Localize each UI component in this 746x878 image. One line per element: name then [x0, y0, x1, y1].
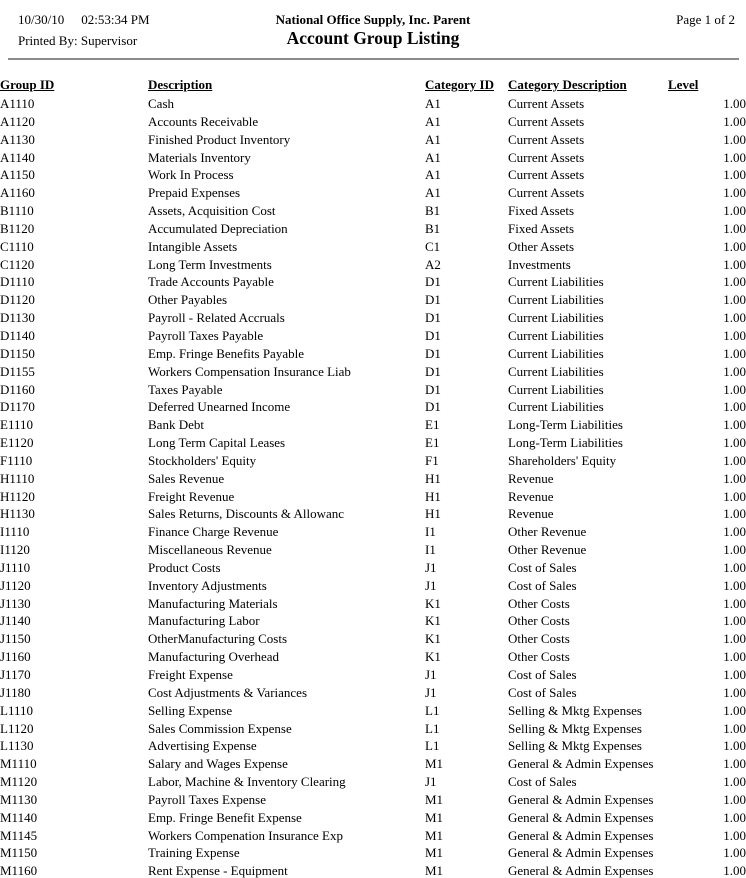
cell-group-id: J1110: [0, 559, 31, 575]
table-row: [0, 862, 746, 878]
printed-by-label: Printed By: Supervisor: [18, 33, 138, 48]
table-body: [0, 95, 746, 878]
cell-category-description: Current Liabilities: [508, 310, 604, 326]
cell-group-id: B1110: [0, 203, 34, 219]
cell-level: 1.00: [723, 809, 746, 825]
table-row: [0, 648, 746, 666]
cell-category-description: Long-Term Liabilities: [508, 435, 623, 451]
table-row: [0, 184, 746, 202]
cell-category-id: E1: [425, 435, 440, 451]
table-row: [0, 666, 746, 684]
cell-category-description: Current Assets: [508, 185, 585, 201]
cell-category-id: J1: [425, 774, 437, 790]
table-row: [0, 452, 746, 470]
cell-description: OtherManufacturing Costs: [148, 631, 288, 647]
cell-group-id: F1110: [0, 452, 33, 468]
cell-description: Accounts Receivable: [148, 113, 259, 129]
print-date: 10/30/10: [18, 12, 65, 27]
cell-description: Sales Revenue: [148, 470, 225, 486]
cell-level: 1.00: [723, 149, 746, 165]
cell-description: Cost Adjustments & Variances: [148, 684, 308, 700]
cell-category-description: Revenue: [508, 488, 554, 504]
cell-level: 1.00: [723, 96, 746, 111]
cell-category-description: Other Costs: [508, 595, 570, 611]
cell-group-id: J1130: [0, 595, 31, 611]
cell-description: Freight Revenue: [148, 488, 235, 504]
cell-category-description: Fixed Assets: [508, 220, 575, 236]
table-row: [0, 684, 746, 702]
cell-category-id: K1: [425, 595, 441, 611]
cell-category-id: D1: [425, 327, 441, 343]
cell-group-id: D1130: [0, 310, 35, 326]
table-row: [0, 238, 746, 256]
cell-group-id: D1140: [0, 327, 35, 343]
cell-group-id: J1170: [0, 667, 31, 682]
cell-group-id: B1120: [0, 220, 35, 236]
table-row: [0, 755, 746, 773]
cell-level: 1.00: [723, 667, 746, 682]
cell-category-id: M1: [425, 756, 444, 772]
cell-description: Long Term Capital Leases: [148, 435, 286, 451]
cell-description: Product Costs: [148, 559, 221, 575]
cell-level: 1.00: [723, 185, 746, 201]
cell-category-description: Current Liabilities: [508, 399, 604, 415]
cell-group-id: M1145: [0, 827, 38, 843]
cell-category-description: Selling & Mktg Expenses: [508, 720, 642, 736]
cell-category-description: General & Admin Expenses: [508, 791, 654, 807]
cell-level: 1.00: [723, 381, 746, 397]
table-row: [0, 309, 746, 327]
table-row: [0, 220, 746, 238]
table-row: [0, 291, 746, 309]
cell-category-id: A2: [425, 256, 441, 272]
cell-category-description: Current Liabilities: [508, 363, 604, 379]
cell-level: 1.00: [723, 827, 746, 843]
cell-group-id: L1130: [0, 738, 34, 754]
cell-category-id: M1: [425, 791, 444, 807]
cell-group-id: E1110: [0, 417, 33, 433]
cell-level: 1.00: [723, 113, 746, 129]
cell-category-id: M1: [425, 845, 444, 861]
cell-description: Workers Compensation Insurance Liab: [148, 363, 351, 379]
cell-description: Payroll Taxes Payable: [148, 327, 264, 343]
table-row: [0, 434, 746, 452]
cell-group-id: J1150: [0, 631, 31, 647]
cell-category-description: Current Liabilities: [508, 345, 604, 361]
header-divider: [8, 58, 739, 60]
cell-group-id: D1160: [0, 381, 35, 397]
cell-description: Taxes Payable: [148, 381, 223, 397]
cell-category-description: Selling & Mktg Expenses: [508, 738, 642, 754]
table-row: [0, 702, 746, 720]
table-row: [0, 113, 746, 131]
cell-description: Manufacturing Labor: [148, 613, 260, 629]
cell-level: 1.00: [723, 345, 746, 361]
cell-category-id: D1: [425, 345, 441, 361]
cell-group-id: I1110: [0, 524, 30, 540]
column-header-group-id: Group ID: [0, 77, 55, 92]
cell-level: 1.00: [723, 577, 746, 593]
cell-group-id: J1180: [0, 684, 31, 700]
cell-category-id: D1: [425, 381, 441, 397]
cell-category-description: Shareholders' Equity: [508, 452, 617, 468]
cell-category-id: L1: [425, 738, 440, 754]
print-time: 02:53:34 PM: [81, 12, 150, 27]
cell-category-description: Current Liabilities: [508, 381, 604, 397]
cell-description: Accumulated Depreciation: [148, 220, 288, 236]
table-row: [0, 256, 746, 274]
cell-description: Finished Product Inventory: [148, 131, 291, 147]
cell-category-id: B1: [425, 203, 441, 219]
cell-description: Sales Commission Expense: [148, 720, 292, 736]
cell-description: Inventory Adjustments: [148, 577, 267, 593]
cell-category-id: K1: [425, 613, 441, 629]
column-header-category-description: Category Description: [508, 77, 627, 92]
cell-category-id: J1: [425, 667, 437, 682]
table-row: [0, 737, 746, 755]
cell-category-id: C1: [425, 238, 441, 254]
cell-category-description: Other Revenue: [508, 524, 587, 540]
cell-category-description: General & Admin Expenses: [508, 863, 654, 878]
cell-category-id: L1: [425, 702, 440, 718]
cell-category-description: Current Liabilities: [508, 274, 604, 290]
cell-group-id: A1160: [0, 185, 35, 201]
cell-category-description: Other Revenue: [508, 542, 587, 558]
table-row: [0, 791, 746, 809]
table-row: [0, 844, 746, 862]
cell-level: 1.00: [723, 684, 746, 700]
cell-level: 1.00: [723, 613, 746, 629]
cell-group-id: L1120: [0, 720, 34, 736]
cell-group-id: A1150: [0, 167, 35, 183]
cell-group-id: M1160: [0, 863, 38, 878]
cell-level: 1.00: [723, 542, 746, 558]
cell-description: Intangible Assets: [148, 238, 238, 254]
column-header-category-id: Category ID: [425, 77, 494, 92]
cell-level: 1.00: [723, 470, 746, 486]
cell-group-id: J1120: [0, 577, 31, 593]
cell-category-description: General & Admin Expenses: [508, 845, 654, 861]
cell-category-description: Current Liabilities: [508, 292, 604, 308]
cell-level: 1.00: [723, 791, 746, 807]
cell-description: Assets, Acquisition Cost: [148, 203, 276, 219]
table-row: [0, 398, 746, 416]
cell-category-description: Current Assets: [508, 149, 585, 165]
cell-category-description: General & Admin Expenses: [508, 827, 654, 843]
cell-category-description: Fixed Assets: [508, 203, 575, 219]
cell-group-id: H1110: [0, 470, 35, 486]
cell-description: Work In Process: [148, 167, 234, 183]
table-row: [0, 630, 746, 648]
cell-group-id: M1110: [0, 756, 37, 772]
cell-level: 1.00: [723, 435, 746, 451]
cell-level: 1.00: [723, 631, 746, 647]
cell-level: 1.00: [723, 488, 746, 504]
table-row: [0, 809, 746, 827]
cell-level: 1.00: [723, 220, 746, 236]
cell-category-description: Current Assets: [508, 167, 585, 183]
cell-description: Trade Accounts Payable: [148, 274, 274, 290]
cell-level: 1.00: [723, 167, 746, 183]
cell-description: Materials Inventory: [148, 149, 251, 165]
cell-description: Workers Compenation Insurance Exp: [148, 827, 343, 843]
cell-category-id: H1: [425, 470, 441, 486]
cell-group-id: A1140: [0, 149, 35, 165]
cell-level: 1.00: [723, 738, 746, 754]
cell-category-description: Cost of Sales: [508, 774, 577, 790]
cell-category-description: Current Assets: [508, 131, 585, 147]
table-row: [0, 505, 746, 523]
cell-level: 1.00: [723, 363, 746, 379]
cell-group-id: H1130: [0, 506, 35, 522]
table-row: [0, 612, 746, 630]
cell-description: Labor, Machine & Inventory Clearing: [148, 774, 346, 790]
cell-group-id: D1150: [0, 345, 35, 361]
cell-description: Stockholders' Equity: [148, 452, 257, 468]
cell-category-id: M1: [425, 863, 444, 878]
table-row: [0, 345, 746, 363]
cell-category-description: Revenue: [508, 506, 554, 522]
cell-description: Prepaid Expenses: [148, 185, 241, 201]
cell-group-id: D1120: [0, 292, 35, 308]
table-row: [0, 166, 746, 184]
cell-description: Emp. Fringe Benefit Expense: [148, 809, 302, 825]
cell-category-id: K1: [425, 649, 441, 665]
cell-category-id: L1: [425, 720, 440, 736]
cell-group-id: C1120: [0, 256, 35, 272]
cell-level: 1.00: [723, 702, 746, 718]
cell-group-id: M1150: [0, 845, 38, 861]
column-header-description: Description: [148, 77, 213, 92]
cell-level: 1.00: [723, 292, 746, 308]
cell-group-id: M1120: [0, 774, 38, 790]
table-row: [0, 577, 746, 595]
cell-category-id: A1: [425, 185, 441, 201]
table-row: [0, 131, 746, 149]
cell-category-description: Other Costs: [508, 649, 570, 665]
cell-description: Long Term Investments: [148, 256, 272, 272]
cell-category-id: F1: [425, 452, 439, 468]
cell-description: Deferred Unearned Income: [148, 399, 291, 415]
cell-category-description: Cost of Sales: [508, 577, 577, 593]
cell-category-description: General & Admin Expenses: [508, 809, 654, 825]
cell-description: Manufacturing Overhead: [148, 649, 280, 665]
cell-category-description: Cost of Sales: [508, 684, 577, 700]
cell-category-description: Cost of Sales: [508, 559, 577, 575]
cell-level: 1.00: [723, 845, 746, 861]
cell-description: Emp. Fringe Benefits Payable: [148, 345, 304, 361]
table-row: [0, 488, 746, 506]
cell-level: 1.00: [723, 452, 746, 468]
cell-category-description: Investments: [508, 256, 571, 272]
table-row: [0, 523, 746, 541]
cell-category-id: J1: [425, 684, 437, 700]
cell-category-description: Other Costs: [508, 613, 570, 629]
cell-description: Bank Debt: [148, 417, 204, 433]
page-indicator: Page 1 of 2: [676, 12, 735, 27]
table-row: [0, 95, 746, 113]
cell-level: 1.00: [723, 399, 746, 415]
cell-category-description: Other Assets: [508, 238, 575, 254]
report-title: Account Group Listing: [286, 28, 460, 48]
cell-category-description: Selling & Mktg Expenses: [508, 702, 642, 718]
cell-level: 1.00: [723, 649, 746, 665]
cell-category-id: K1: [425, 631, 441, 647]
cell-level: 1.00: [723, 238, 746, 254]
cell-category-id: I1: [425, 542, 436, 558]
table-row: [0, 416, 746, 434]
cell-category-id: M1: [425, 809, 444, 825]
cell-group-id: L1110: [0, 702, 33, 718]
table-row: [0, 363, 746, 381]
cell-level: 1.00: [723, 863, 746, 878]
account-group-table: [0, 72, 746, 878]
cell-category-id: A1: [425, 96, 441, 111]
cell-level: 1.00: [723, 524, 746, 540]
cell-category-id: H1: [425, 506, 441, 522]
cell-category-description: Cost of Sales: [508, 667, 577, 682]
cell-level: 1.00: [723, 774, 746, 790]
cell-level: 1.00: [723, 756, 746, 772]
table-row: [0, 202, 746, 220]
cell-category-id: E1: [425, 417, 440, 433]
cell-group-id: I1120: [0, 542, 30, 558]
cell-category-id: D1: [425, 363, 441, 379]
cell-description: Manufacturing Materials: [148, 595, 278, 611]
cell-category-id: B1: [425, 220, 441, 236]
cell-level: 1.00: [723, 506, 746, 522]
cell-description: Salary and Wages Expense: [148, 756, 288, 772]
cell-level: 1.00: [723, 327, 746, 343]
cell-group-id: A1120: [0, 113, 35, 129]
cell-description: Rent Expense - Equipment: [148, 863, 288, 878]
cell-category-description: Other Costs: [508, 631, 570, 647]
table-row: [0, 327, 746, 345]
cell-category-id: A1: [425, 131, 441, 147]
cell-level: 1.00: [723, 256, 746, 272]
cell-category-description: Current Assets: [508, 96, 585, 111]
cell-group-id: D1170: [0, 399, 35, 415]
table-row: [0, 827, 746, 845]
cell-group-id: J1160: [0, 649, 31, 665]
cell-category-description: Current Assets: [508, 113, 585, 129]
cell-category-description: General & Admin Expenses: [508, 756, 654, 772]
table-row: [0, 720, 746, 738]
cell-category-id: H1: [425, 488, 441, 504]
cell-level: 1.00: [723, 310, 746, 326]
table-row: [0, 273, 746, 291]
cell-category-description: Current Liabilities: [508, 327, 604, 343]
cell-level: 1.00: [723, 274, 746, 290]
cell-description: Sales Returns, Discounts & Allowanc: [148, 506, 345, 522]
cell-category-id: I1: [425, 524, 436, 540]
cell-category-id: D1: [425, 292, 441, 308]
table-row: [0, 149, 746, 167]
table-row: [0, 595, 746, 613]
table-row: [0, 559, 746, 577]
cell-group-id: M1130: [0, 791, 38, 807]
cell-description: Advertising Expense: [148, 738, 257, 754]
cell-category-id: M1: [425, 827, 444, 843]
cell-category-id: D1: [425, 399, 441, 415]
cell-category-description: Revenue: [508, 470, 554, 486]
cell-description: Training Expense: [148, 845, 240, 861]
cell-group-id: E1120: [0, 435, 34, 451]
cell-category-id: J1: [425, 577, 437, 593]
cell-description: Miscellaneous Revenue: [148, 542, 272, 558]
table-row: [0, 470, 746, 488]
cell-description: Selling Expense: [148, 702, 233, 718]
cell-group-id: M1140: [0, 809, 38, 825]
cell-category-id: A1: [425, 149, 441, 165]
cell-group-id: D1110: [0, 274, 35, 290]
cell-category-id: D1: [425, 274, 441, 290]
cell-level: 1.00: [723, 203, 746, 219]
cell-group-id: H1120: [0, 488, 35, 504]
cell-level: 1.00: [723, 131, 746, 147]
cell-description: Cash: [148, 96, 174, 111]
company-name: National Office Supply, Inc. Parent: [275, 12, 471, 27]
cell-description: Finance Charge Revenue: [148, 524, 279, 540]
cell-category-id: A1: [425, 113, 441, 129]
cell-group-id: J1140: [0, 613, 31, 629]
cell-description: Payroll Taxes Expense: [148, 791, 266, 807]
cell-description: Other Payables: [148, 292, 228, 308]
cell-description: Payroll - Related Accruals: [148, 310, 285, 326]
cell-description: Freight Expense: [148, 667, 233, 682]
cell-group-id: D1155: [0, 363, 35, 379]
cell-level: 1.00: [723, 595, 746, 611]
table-header-row: [0, 72, 746, 95]
cell-group-id: A1110: [0, 96, 35, 111]
cell-level: 1.00: [723, 720, 746, 736]
cell-level: 1.00: [723, 417, 746, 433]
cell-category-description: Long-Term Liabilities: [508, 417, 623, 433]
column-header-level: Level: [668, 77, 699, 92]
cell-category-id: A1: [425, 167, 441, 183]
cell-category-id: D1: [425, 310, 441, 326]
table-row: [0, 541, 746, 559]
cell-category-id: J1: [425, 559, 437, 575]
table-row: [0, 381, 746, 399]
cell-group-id: A1130: [0, 131, 35, 147]
cell-level: 1.00: [723, 559, 746, 575]
table-row: [0, 773, 746, 791]
cell-group-id: C1110: [0, 238, 34, 254]
